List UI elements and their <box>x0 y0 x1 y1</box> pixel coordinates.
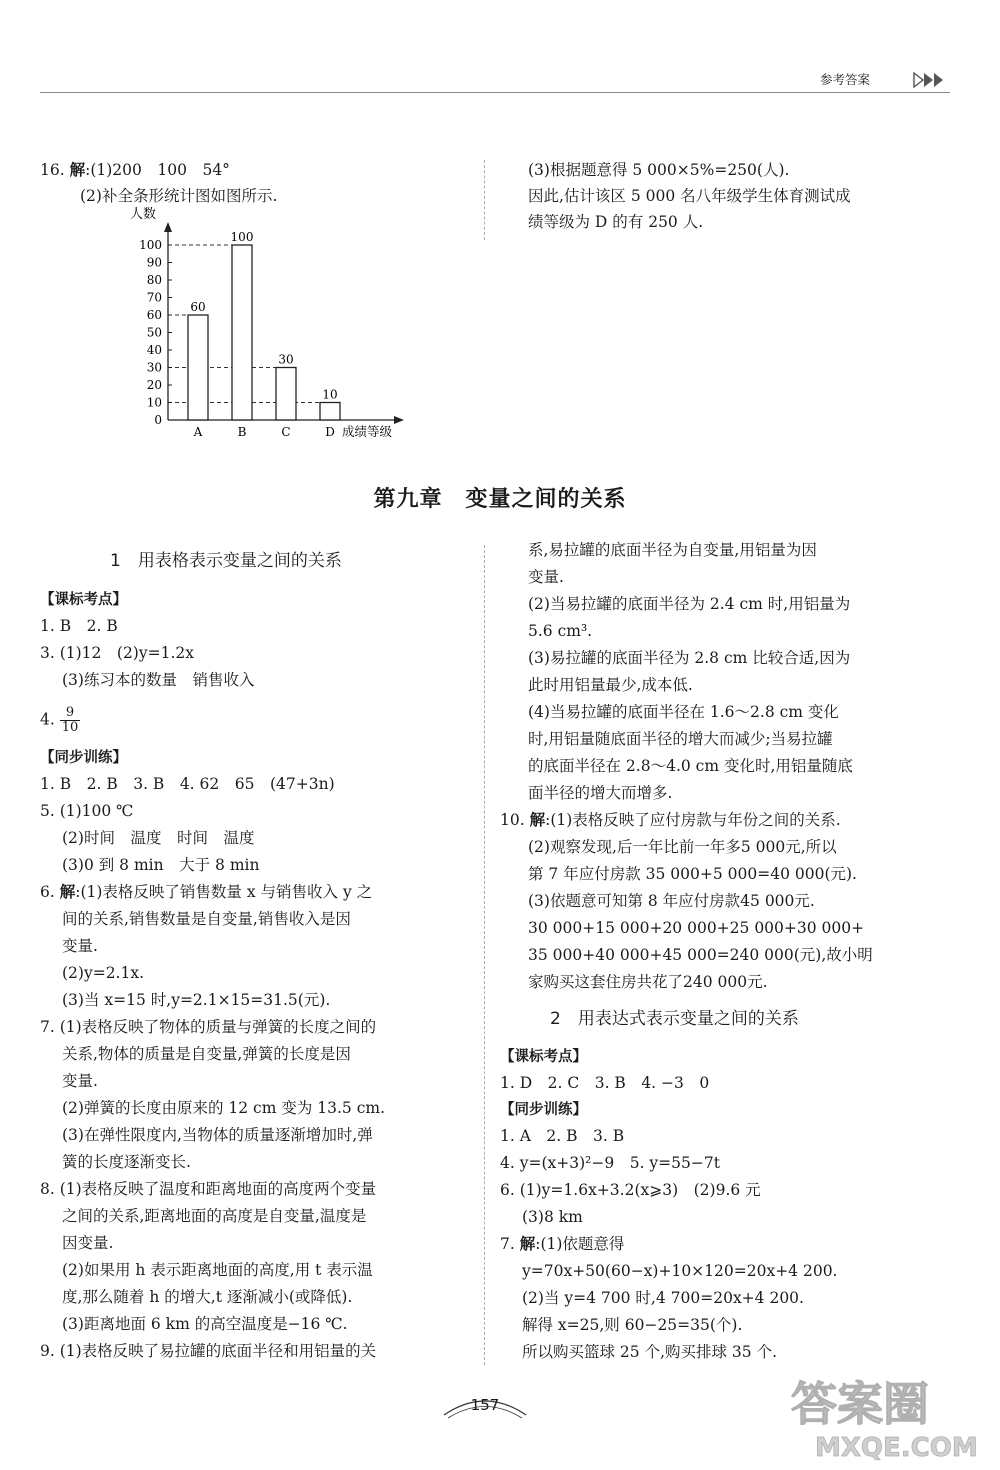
answer-text: :(1)200 100 54° <box>85 161 230 179</box>
solution-label: 解 <box>529 810 546 829</box>
answer-line: (2)当 y=4 700 时,4 700=20x+4 200. <box>522 1289 804 1307</box>
answer-line: 变量. <box>528 568 564 586</box>
answer-line: (3)距离地面 6 km 的高空温度是−16 ℃. <box>62 1315 348 1333</box>
chart-y-tick-label: 20 <box>146 378 162 392</box>
chart-x-ticks <box>193 425 335 439</box>
q4-line <box>40 706 80 735</box>
answer-line: 3. (1)12 (2)y=1.2x <box>40 644 194 662</box>
answer-line: 4. y=(x+3)²−9 5. y=55−7t <box>500 1154 720 1172</box>
column-divider <box>484 160 485 240</box>
answer-line: 7. (1)表格反映了物体的质量与弹簧的长度之间的 <box>40 1018 377 1036</box>
x-axis-arrow-icon <box>394 416 404 424</box>
question-number: 7. <box>500 1235 515 1253</box>
q16-line-2: (2)补全条形统计图如图所示. <box>80 187 278 205</box>
answer-text: :(1)依题意得 <box>535 1235 625 1253</box>
answer-line: 时,用铝量随底面半径的增大而减少;当易拉罐 <box>528 730 833 748</box>
chart-y-tick-label: 10 <box>146 395 162 410</box>
answer-line: (3)依题意可知第 8 年应付房款45 000元. <box>528 892 815 910</box>
question-number: 6. <box>40 883 55 901</box>
answer-line: 解得 x=25,则 60−25=35(个). <box>522 1316 743 1334</box>
watermark-url: MXQE.COM <box>815 1433 978 1463</box>
chart-x-axis-label: 成绩等级 <box>342 424 393 439</box>
answer-line: (2)观察发现,后一年比前一年多5 000元,所以 <box>528 838 837 856</box>
chart-data-label: 100 <box>230 230 254 244</box>
fraction <box>60 706 81 735</box>
answer-line: (3)当 x=15 时,y=2.1×15=31.5(元). <box>62 991 331 1009</box>
chart-bar <box>188 315 208 420</box>
answer-line: 1. D 2. C 3. B 4. −3 0 <box>500 1074 710 1092</box>
header-label: 参考答案 <box>820 72 871 87</box>
answer-text: :(1)表格反映了应付房款与年份之间的关系. <box>545 811 841 829</box>
chart-y-tick-label: 40 <box>146 343 162 357</box>
chart-y-tick-label: 70 <box>146 290 162 305</box>
answer-line: 35 000+40 000+45 000=240 000(元),故小明 <box>528 946 873 964</box>
answer-line: 面半径的增大而增多. <box>528 784 673 802</box>
answer-line: (3)0 到 8 min 大于 8 min <box>62 856 260 874</box>
chart-y-tick-label: 50 <box>146 325 162 340</box>
answer-line: 之间的关系,距离地面的高度是自变量,温度是 <box>62 1207 367 1225</box>
chart-x-tick-label: D <box>325 425 335 439</box>
q16-part3-line-1: (3)根据题意得 5 000×5%=250(人). <box>528 161 790 179</box>
double-arrow-icon <box>912 70 952 90</box>
column-divider <box>484 545 485 1365</box>
chart-y-tick-label: 30 <box>146 360 162 375</box>
answer-line: 6. (1)y=1.6x+3.2(x⩾3) (2)9.6 元 <box>500 1181 761 1199</box>
section-2-heading: 2 用表达式表示变量之间的关系 <box>550 1009 799 1029</box>
chart-data-label: 30 <box>278 352 294 367</box>
q16-part3-line-3: 绩等级为 D 的有 250 人. <box>528 213 704 231</box>
answer-line: 1. A 2. B 3. B <box>500 1127 625 1145</box>
answer-line: 关系,物体的质量是自变量,弹簧的长度是因 <box>62 1045 351 1063</box>
answer-line: 1. B 2. B <box>40 617 118 635</box>
answer-line: 变量. <box>62 1072 98 1090</box>
question-number: 10. <box>500 811 525 829</box>
q7-line-1 <box>500 1234 624 1254</box>
answer-line: 度,那么随着 h 的增大,t 逐渐减小(或降低). <box>62 1288 353 1306</box>
section-1-heading: 1 用表格表示变量之间的关系 <box>110 551 342 571</box>
answer-line: (4)当易拉罐的底面半径在 1.6～2.8 cm 变化 <box>528 703 839 721</box>
solution-label: 解 <box>519 1234 536 1253</box>
section-tag-tongbu: 【同步训练】 <box>40 750 127 766</box>
chart-y-ticks <box>139 238 172 427</box>
chart-x-tick-label: B <box>237 425 247 439</box>
q16-line-1 <box>40 160 230 180</box>
chapter-title: 第九章 变量之间的关系 <box>373 486 627 512</box>
answer-line: 1. B 2. B 3. B 4. 62 65 (47+3n) <box>40 775 335 793</box>
watermark-logo <box>785 1368 985 1463</box>
section-tag-kebiao: 【课标考点】 <box>500 1049 587 1065</box>
answer-line: (3)在弹性限度内,当物体的质量逐渐增加时,弹 <box>62 1126 373 1144</box>
bar-chart <box>120 200 420 450</box>
chart-y-axis-label: 人数 <box>130 207 157 222</box>
fraction-numerator: 9 <box>60 706 81 721</box>
chart-y-tick-label: 90 <box>146 255 162 270</box>
answer-line: 5. (1)100 ℃ <box>40 802 134 820</box>
section-tag-kebiao: 【课标考点】 <box>40 592 127 608</box>
answer-line: 簧的长度逐渐变长. <box>62 1153 191 1171</box>
question-number: 16. <box>40 161 65 179</box>
chart-y-tick-label: 0 <box>154 413 162 427</box>
answer-line: 此时用铝量最少,成本低. <box>528 676 693 694</box>
chart-y-tick-label: 80 <box>146 273 162 287</box>
answer-line: 的底面半径在 2.8～4.0 cm 变化时,用铝量随底 <box>528 757 853 775</box>
q6-line-1 <box>40 882 372 902</box>
answer-line: (2)弹簧的长度由原来的 12 cm 变为 13.5 cm. <box>62 1099 386 1117</box>
solution-label: 解 <box>59 882 76 901</box>
answer-line: 间的关系,销售数量是自变量,销售收入是因 <box>62 910 351 928</box>
chart-y-tick-label: 100 <box>139 238 162 252</box>
chart-bar <box>276 368 296 421</box>
answer-line: 8. (1)表格反映了温度和距离地面的高度两个变量 <box>40 1180 377 1198</box>
solution-label: 解 <box>69 160 86 179</box>
answer-line: (3)易拉罐的底面半径为 2.8 cm 比较合适,因为 <box>528 649 851 667</box>
chart-x-tick-label: C <box>281 425 291 439</box>
answer-line: 因变量. <box>62 1234 114 1252</box>
question-number: 4. <box>40 710 55 729</box>
answer-line: 30 000+15 000+20 000+25 000+30 000+ <box>528 919 865 937</box>
answer-line: (2)y=2.1x. <box>62 964 145 982</box>
answer-line: 家购买这套住房共花了240 000元. <box>528 973 768 991</box>
answer-line: (2)如果用 h 表示距离地面的高度,用 t 表示温 <box>62 1261 373 1279</box>
chart-x-tick-label: A <box>193 425 203 439</box>
chart-data-label: 10 <box>322 387 338 402</box>
section-tag-tongbu: 【同步训练】 <box>500 1102 587 1118</box>
answer-line: (2)时间 温度 时间 温度 <box>62 829 255 847</box>
chart-bars <box>188 230 340 420</box>
answer-line: 所以购买篮球 25 个,购买排球 35 个. <box>522 1343 778 1361</box>
chart-y-tick-label: 60 <box>146 308 162 322</box>
header-rule <box>40 92 950 93</box>
q10-line-1 <box>500 810 841 830</box>
answer-line: 5.6 cm³. <box>528 622 593 640</box>
answer-line: 第 7 年应付房款 35 000+5 000=40 000(元). <box>528 865 857 883</box>
fraction-denominator: 10 <box>61 720 79 735</box>
q16-part3-line-2: 因此,估计该区 5 000 名八年级学生体育测试成 <box>528 187 851 205</box>
answer-line: (3)8 km <box>522 1208 583 1226</box>
chart-bar <box>232 245 252 420</box>
answer-line: 系,易拉罐的底面半径为自变量,用铝量为因 <box>528 541 817 559</box>
answer-line: (3)练习本的数量 销售收入 <box>62 671 255 689</box>
page-number: 157 <box>470 1396 500 1414</box>
y-axis-arrow-icon <box>164 222 172 232</box>
answer-text: :(1)表格反映了销售数量 x 与销售收入 y 之 <box>75 883 373 901</box>
chart-data-label: 60 <box>190 300 206 314</box>
answer-line: 变量. <box>62 937 98 955</box>
answer-line: (2)当易拉罐的底面半径为 2.4 cm 时,用铝量为 <box>528 595 851 613</box>
watermark-text: 答案圈 <box>791 1377 929 1431</box>
answer-line: 9. (1)表格反映了易拉罐的底面半径和用铝量的关 <box>40 1342 377 1360</box>
chart-bar <box>320 403 340 421</box>
answer-line: y=70x+50(60−x)+10×120=20x+4 200. <box>522 1262 838 1280</box>
